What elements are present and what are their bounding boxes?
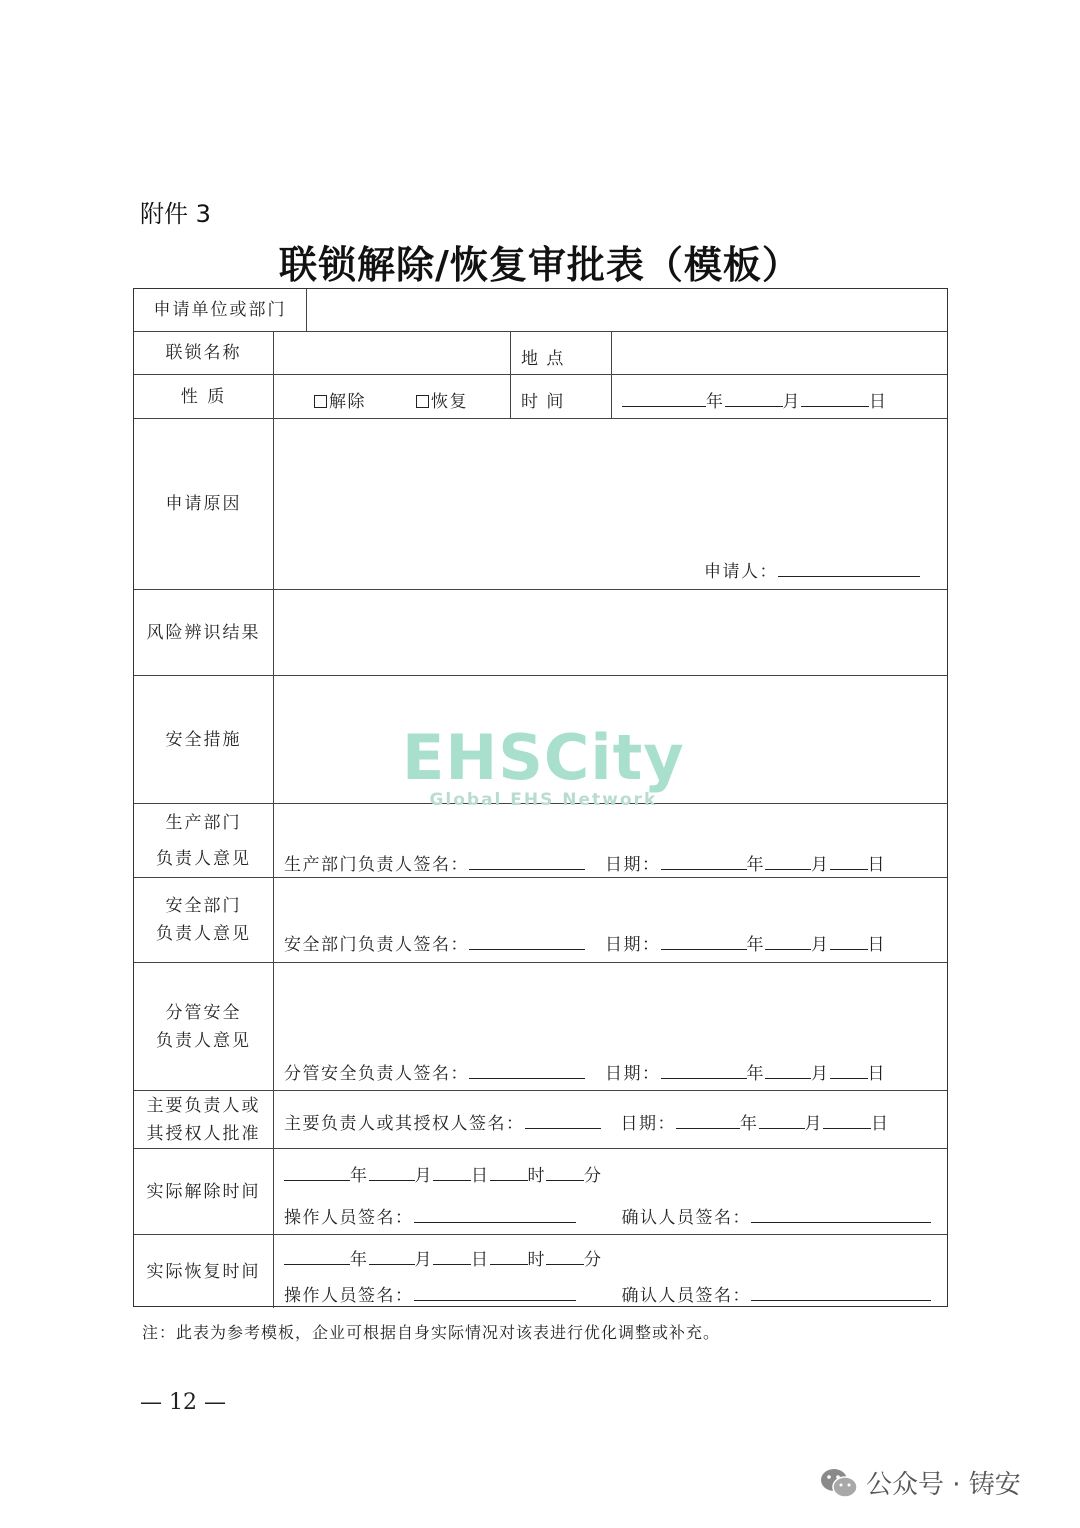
field-reason[interactable] [274,419,947,589]
field-actual-release[interactable]: 年 月 日 时 分 操作人员签名： 确认人员签名： [274,1149,947,1234]
page-number: — 12 — [140,1390,226,1415]
footnote: 注：此表为参考模板，企业可根据自身实际情况对该表进行优化调整或补充。 [142,1323,721,1342]
row-nature [134,375,947,419]
label-main-approval: 主要负责人或 其授权人批准 [134,1091,274,1148]
row-safety-dept [134,878,947,963]
attachment-label: 附件 3 [140,200,211,228]
checkbox-restore[interactable] [416,395,429,408]
ehscity-watermark: EHSCity Global EHS Network [402,721,685,810]
field-applicant-unit[interactable] [307,289,947,331]
applicant-label: 申请人： [704,562,778,582]
field-location[interactable] [612,332,947,374]
row-production-dept [134,804,947,878]
label-nature: 性 质 [134,375,274,418]
row-risk [134,590,947,676]
wechat-icon [820,1467,858,1499]
field-safety-dept[interactable]: 安全部门负责人签名： 日期： 年 月 日 [274,878,947,962]
field-actual-restore[interactable]: 年 月 日 时 分 操作人员签名： 确认人员签名： [274,1235,947,1308]
field-interlock-name[interactable] [274,332,511,374]
label-safety-dept: 安全部门 负责人意见 [134,878,274,962]
row-actual-restore [134,1235,947,1308]
field-safety-manager[interactable]: 分管安全负责人签名： 日期： 年 月 日 [274,963,947,1090]
row-interlock-name [134,332,947,375]
label-risk: 风险辨识结果 [134,590,274,675]
option-restore[interactable]: 恢复 [416,387,468,412]
label-location: 地 点 [511,332,612,374]
applicant-signature-line[interactable] [778,558,920,577]
row-main-approval [134,1091,947,1149]
label-actual-restore: 实际恢复时间 [134,1235,274,1308]
field-risk[interactable] [274,590,947,675]
row-actual-release [134,1149,947,1235]
label-safety-manager: 分管安全 负责人意见 [134,963,274,1090]
label-actual-release: 实际解除时间 [134,1149,274,1234]
label-applicant-unit: 申请单位或部门 [134,289,307,331]
form-title: 联锁解除/恢复审批表（模板） [279,243,801,287]
label-time: 时 间 [511,375,612,418]
label-interlock-name: 联锁名称 [134,332,274,374]
checkbox-release[interactable] [314,395,327,408]
field-time[interactable]: 年 月 日 [612,375,947,418]
option-release[interactable]: 解除 [314,387,366,412]
row-reason [134,419,947,590]
label-safety: 安全措施 [134,676,274,803]
field-main-approval[interactable]: 主要负责人或其授权人签名： 日期： 年 月 日 [274,1091,947,1148]
row-safety-manager [134,963,947,1091]
field-production-dept[interactable]: 生产部门负责人签名： 日期： 年 月 日 [274,804,947,877]
label-reason: 申请原因 [134,419,274,589]
nature-options [274,375,511,418]
wechat-source: 公众号 · 铸安 [820,1464,1021,1501]
label-production-dept: 生产部门 负责人意见 [134,804,274,877]
row-applicant-unit [134,289,947,332]
